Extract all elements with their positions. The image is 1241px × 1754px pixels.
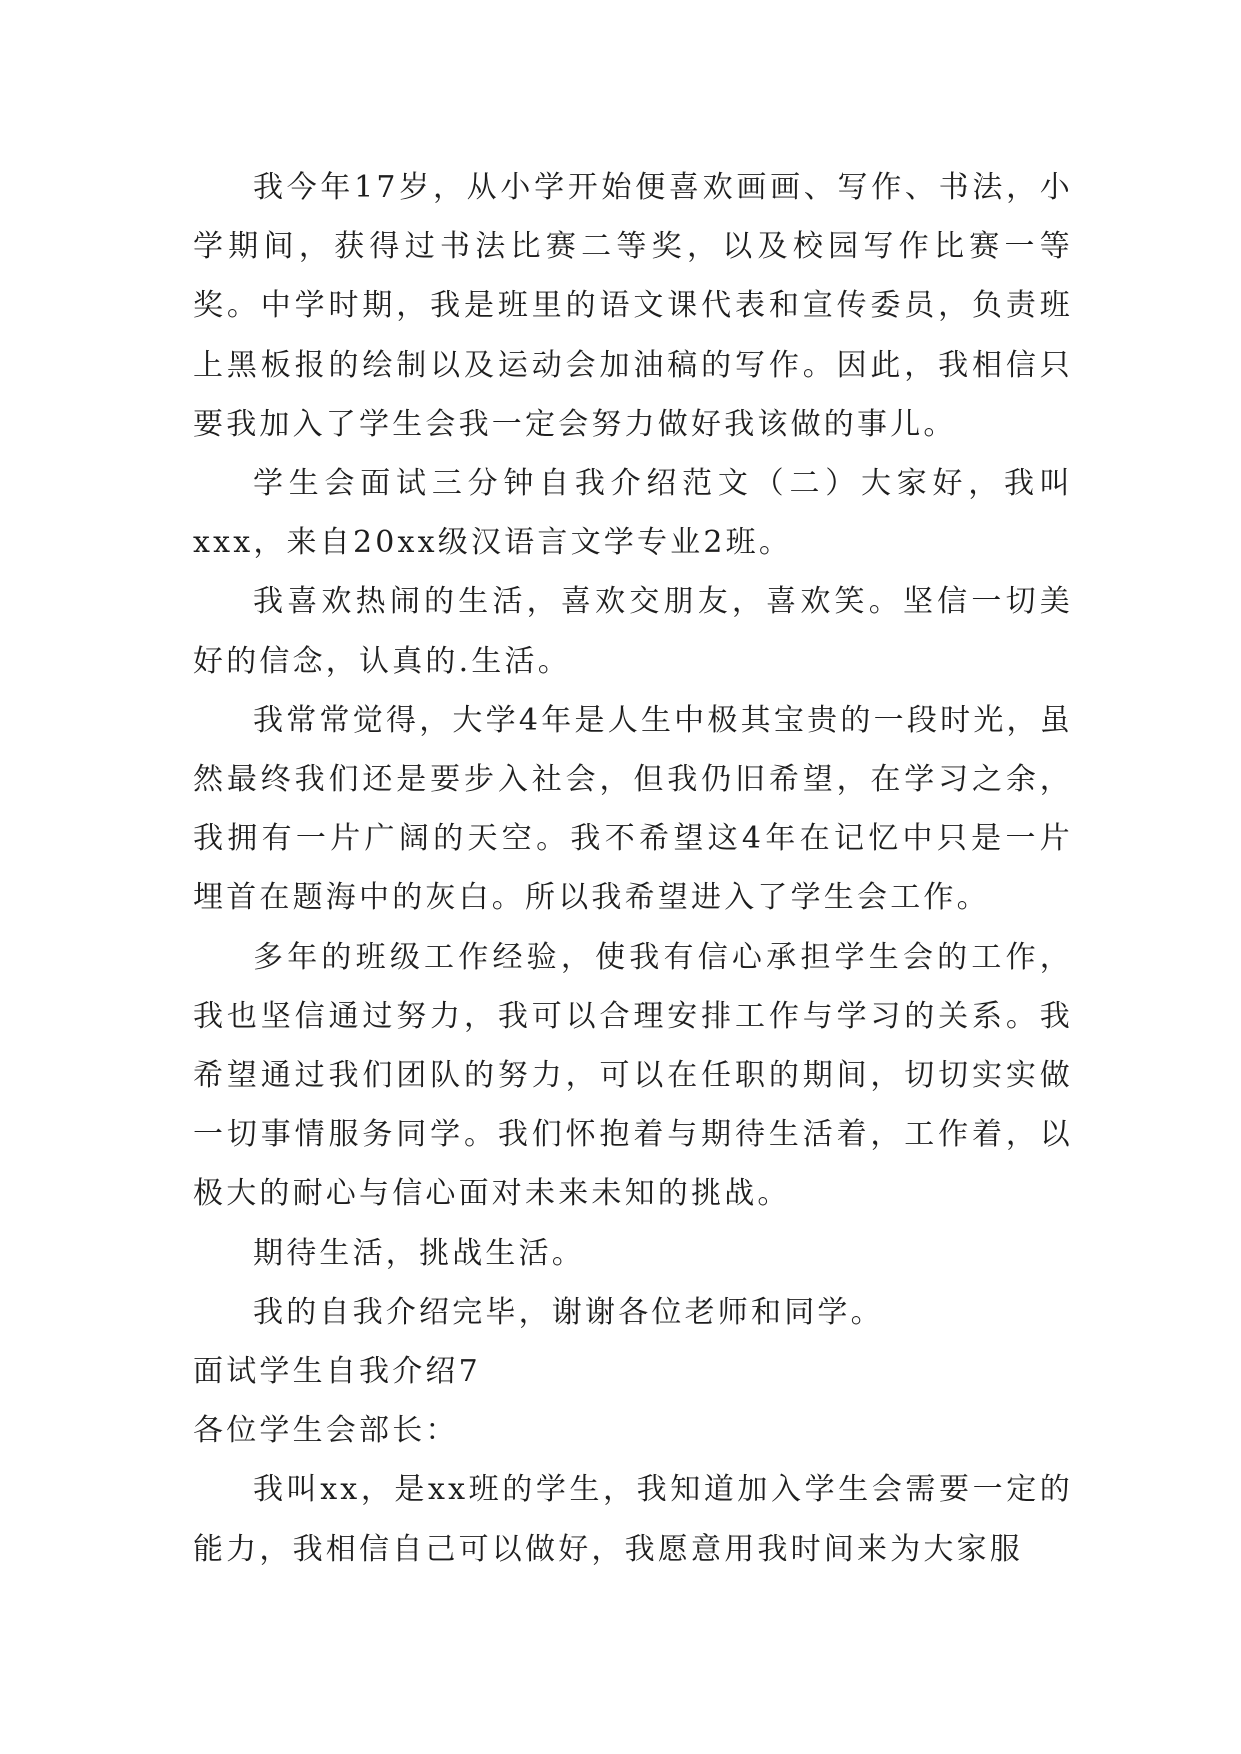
paragraph-new-intro: 我叫xx，是xx班的学生，我知道加入学生会需要一定的能力，我相信自己可以做好，我愿意用我时间来为大家服: [193, 1472, 1073, 1567]
paragraph-lifestyle: 我喜欢热闹的生活，喜欢交朋友，喜欢笑。坚信一切美好的信念，认真的.生活。: [193, 584, 1073, 679]
paragraph-sample-two-intro: 学生会面试三分钟自我介绍范文（二）大家好，我叫xxx，来自20xx级汉语言文学专业2班。: [193, 466, 1073, 561]
section-heading: 面试学生自我介绍7: [193, 1354, 481, 1390]
paragraph-self-intro-hobbies: 我今年17岁，从小学开始便喜欢画画、写作、书法，小学期间，获得过书法比赛二等奖，以及校园写作比赛一等奖。中学时期，我是班里的语文课代表和宣传委员，负责班上黑板报的绘制以及运动会加油稿的写作。因此，我相信只要我加入了学生会我一定会努力做好我该做的事儿。: [193, 170, 1073, 442]
salutation: 各位学生会部长：: [193, 1413, 459, 1449]
paragraph-motto: 期待生活，挑战生活。: [253, 1235, 585, 1271]
paragraph-work-experience: 多年的班级工作经验，使我有信心承担学生会的工作，我也坚信通过努力，我可以合理安排工作与学习的关系。我希望通过我们团队的努力，可以在任职的期间，切切实实做一切事情服务同学。我们怀抱着与期待生活着，工作着，以极大的耐心与信心面对未来未知的挑战。: [193, 939, 1073, 1212]
paragraph-closing: 我的自我介绍完毕，谢谢各位老师和同学。: [253, 1294, 884, 1330]
document-body: [193, 158, 1073, 1579]
paragraph-university-years: 我常常觉得，大学4年是人生中极其宝贵的一段时光，虽然最终我们还是要步入社会，但我仍旧希望，在学习之余，我拥有一片广阔的天空。我不希望这4年在记忆中只是一片埋首在题海中的灰白。所以我希望进入了学生会工作。: [193, 702, 1073, 916]
